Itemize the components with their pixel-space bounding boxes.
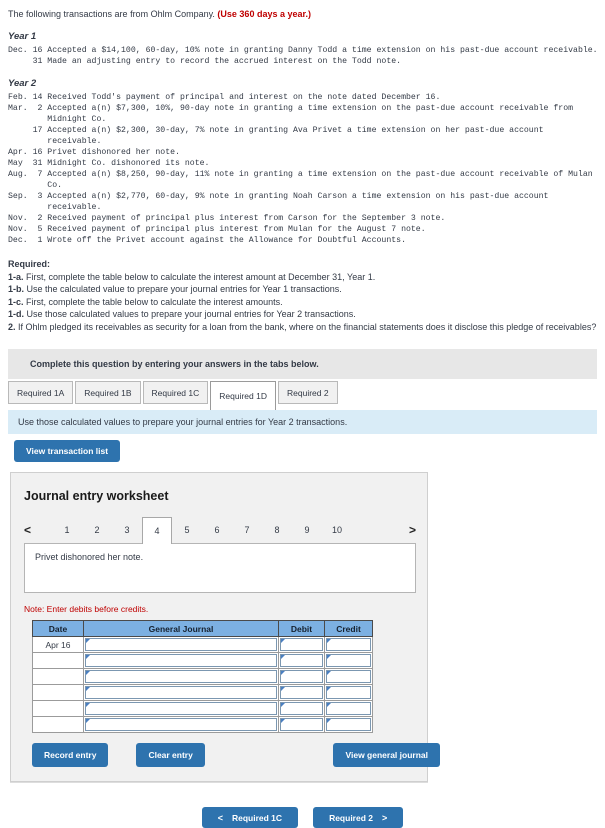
transaction-line: Feb. 14 Received Todd's payment of principal and interest on the note dated December 16.: [8, 93, 441, 102]
journal-credit-input[interactable]: [326, 638, 371, 651]
transaction-description-box: Privet dishonored her note.: [24, 543, 416, 593]
pagination-next-icon[interactable]: >: [408, 523, 416, 537]
required-item-number: 1-b.: [8, 284, 25, 294]
cell-corner-marker-icon: [281, 671, 285, 675]
journal-column-header: Debit: [279, 621, 325, 637]
journal-row: [33, 717, 373, 733]
transaction-line: Co.: [8, 181, 63, 190]
required-item-text: If Ohlm pledged its receivables as security for a loan from the bank, where on the financial statements does it disclose this pledge of receivables?: [15, 321, 597, 332]
cell-corner-marker-icon: [327, 703, 331, 707]
pagination-page-4[interactable]: 4: [142, 517, 172, 544]
pagination-pages: [52, 517, 352, 543]
intro-line: [8, 8, 597, 20]
problem-statement: [0, 0, 605, 333]
journal-entry-worksheet-panel: [10, 472, 428, 782]
pagination-page-6[interactable]: 6: [214, 525, 220, 535]
journal-account-input[interactable]: [85, 638, 277, 651]
required-item: [8, 271, 597, 284]
pagination-page-2[interactable]: 2: [94, 525, 100, 535]
journal-debit-input[interactable]: [280, 670, 323, 683]
journal-debit-input[interactable]: [280, 702, 323, 715]
prev-chevron-icon: <: [217, 812, 223, 823]
journal-credit-input[interactable]: [326, 670, 371, 683]
journal-column-header: General Journal: [84, 621, 279, 637]
worksheet-title: Journal entry worksheet: [24, 489, 169, 503]
transaction-line: Apr. 16 Privet dishonored her note.: [8, 148, 180, 157]
pagination-page-5[interactable]: 5: [184, 525, 190, 535]
journal-date-cell: [33, 717, 84, 733]
tab-required-2[interactable]: Required 2: [278, 381, 338, 404]
journal-date-cell: Apr 16: [33, 637, 84, 653]
transaction-line: 17 Accepted a(n) $2,300, 30-day, 7% note in granting Ava Privet a time extension on her past-due account: [8, 126, 544, 135]
clear-entry-button[interactable]: Clear entry: [136, 743, 204, 767]
journal-account-input[interactable]: [85, 654, 277, 667]
pagination-page-7[interactable]: 7: [244, 525, 250, 535]
worksheet-pagination: [24, 515, 416, 543]
footer-navigation: [0, 807, 605, 828]
journal-account-input[interactable]: [85, 702, 277, 715]
pagination-page-1[interactable]: 1: [64, 525, 70, 535]
journal-date-cell: [33, 685, 84, 701]
journal-credit-input[interactable]: [326, 654, 371, 667]
cell-corner-marker-icon: [86, 719, 90, 723]
required-item: [8, 321, 597, 334]
required-item-number: 1-d.: [8, 309, 25, 319]
journal-row: [33, 685, 373, 701]
next-chevron-icon: >: [382, 812, 388, 823]
required-tab-bar: [8, 381, 597, 410]
view-general-journal-button[interactable]: View general journal: [333, 743, 440, 767]
pagination-page-8[interactable]: 8: [274, 525, 280, 535]
year1-label: Year 1: [8, 31, 37, 42]
required-item-text: Use the calculated value to prepare your journal entries for Year 1 transactions.: [24, 284, 342, 294]
transaction-line: Dec. 16 Accepted a $14,100, 60-day, 10% note in granting Danny Todd a time extension on his past-due account receivable.: [8, 46, 598, 55]
cell-corner-marker-icon: [281, 639, 285, 643]
transaction-line: receivable.: [8, 137, 102, 146]
intro-text: The following transactions are from Ohlm Company.: [8, 9, 218, 19]
required-item-number: 1-a.: [8, 271, 24, 282]
cell-corner-marker-icon: [281, 687, 285, 691]
cell-corner-marker-icon: [327, 639, 331, 643]
cell-corner-marker-icon: [281, 703, 285, 707]
journal-date-cell: [33, 653, 84, 669]
tab-required-1a[interactable]: Required 1A: [8, 381, 73, 404]
journal-account-input[interactable]: [85, 718, 277, 731]
cell-corner-marker-icon: [86, 671, 90, 675]
year2-transaction-list: [8, 92, 597, 246]
required-item: [8, 308, 597, 321]
year1-transaction-list: [8, 45, 597, 67]
prev-button-label: Required 1C: [231, 812, 283, 823]
tab-required-1c[interactable]: Required 1C: [143, 381, 209, 404]
tab-required-1b[interactable]: Required 1B: [75, 381, 140, 404]
pagination-page-3[interactable]: 3: [124, 525, 130, 535]
cell-corner-marker-icon: [281, 719, 285, 723]
journal-debit-input[interactable]: [280, 718, 323, 731]
journal-credit-input[interactable]: [326, 718, 371, 731]
next-button-label: Required 2: [329, 812, 373, 823]
journal-debit-input[interactable]: [280, 638, 323, 651]
journal-table-header-row: [33, 621, 373, 637]
cell-corner-marker-icon: [86, 703, 90, 707]
transaction-line: May 31 Midnight Co. dishonored its note.: [8, 159, 210, 168]
transaction-line: Sep. 3 Accepted a(n) $2,770, 60-day, 9% note in granting Noah Carson a time extension on his past-due account: [8, 192, 549, 201]
year2-label: Year 2: [8, 78, 37, 89]
journal-debit-input[interactable]: [280, 686, 323, 699]
required-item: [8, 296, 597, 309]
journal-row: [33, 653, 373, 669]
worksheet-actions: [32, 743, 428, 767]
transaction-line: Nov. 5 Received payment of principal plus interest from Mulan for the August 7 note.: [8, 225, 426, 234]
required-item: [8, 283, 597, 296]
cell-corner-marker-icon: [86, 687, 90, 691]
cell-corner-marker-icon: [86, 655, 90, 659]
required-heading: Required:: [8, 259, 51, 269]
next-requirement-button[interactable]: [313, 807, 403, 828]
journal-row: [33, 637, 373, 653]
required-item-number: 1-c.: [8, 296, 24, 307]
view-transaction-list-button[interactable]: View transaction list: [14, 440, 120, 462]
transaction-line: Aug. 7 Accepted a(n) $8,250, 90-day, 11% note in granting a time extension on the past-due account receivable of Mulan: [8, 170, 593, 179]
required-section: [8, 258, 597, 333]
journal-date-cell: [33, 701, 84, 717]
journal-credit-input[interactable]: [326, 686, 371, 699]
pagination-prev-icon[interactable]: <: [24, 523, 32, 537]
cell-corner-marker-icon: [281, 655, 285, 659]
cell-corner-marker-icon: [327, 687, 331, 691]
journal-debit-input[interactable]: [280, 654, 323, 667]
cell-corner-marker-icon: [327, 655, 331, 659]
cell-corner-marker-icon: [327, 719, 331, 723]
pagination-page-9[interactable]: 9: [304, 525, 310, 535]
transaction-line: 31 Made an adjusting entry to record the accrued interest on the Todd note.: [8, 57, 402, 66]
journal-account-input[interactable]: [85, 670, 277, 683]
required-items: [8, 271, 597, 334]
tab-instruction-bar: Use those calculated values to prepare your journal entries for Year 2 transactions.: [8, 410, 597, 434]
transaction-line: Midnight Co.: [8, 115, 107, 124]
transaction-line: Mar. 2 Accepted a(n) $7,300, 10%, 90-day note in granting a time extension on the past-due account receivable from: [8, 104, 574, 113]
required-item-number: 2.: [8, 321, 16, 332]
previous-requirement-button[interactable]: [202, 807, 298, 828]
transaction-line: Nov. 2 Received payment of principal plus interest from Carson for the September 3 note.: [8, 214, 446, 223]
intro-highlight-note: (Use 360 days a year.): [217, 9, 311, 19]
tab-required-1d[interactable]: Required 1D: [210, 381, 276, 410]
journal-entry-table: [32, 620, 373, 733]
journal-row: [33, 701, 373, 717]
required-item-text: First, complete the table below to calculate the interest amounts.: [23, 296, 283, 307]
complete-question-banner: Complete this question by entering your answers in the tabs below.: [8, 349, 597, 379]
journal-date-cell: [33, 669, 84, 685]
journal-column-header: Date: [33, 621, 84, 637]
required-item-text: First, complete the table below to calculate the interest amount at December 31, Year 1.: [23, 271, 376, 282]
record-entry-button[interactable]: Record entry: [32, 743, 108, 767]
required-item-text: Use those calculated values to prepare your journal entries for Year 2 transactions.: [24, 309, 356, 319]
debits-before-credits-note: Note: Enter debits before credits.: [24, 604, 149, 614]
journal-credit-input[interactable]: [326, 702, 371, 715]
transaction-line: receivable.: [8, 203, 102, 212]
cell-corner-marker-icon: [327, 671, 331, 675]
pagination-page-10[interactable]: 10: [331, 525, 342, 535]
transaction-line: Dec. 1 Wrote off the Privet account against the Allowance for Doubtful Accounts.: [8, 236, 406, 245]
journal-row: [33, 669, 373, 685]
journal-column-header: Credit: [325, 621, 373, 637]
journal-account-input[interactable]: [85, 686, 277, 699]
cell-corner-marker-icon: [86, 639, 90, 643]
